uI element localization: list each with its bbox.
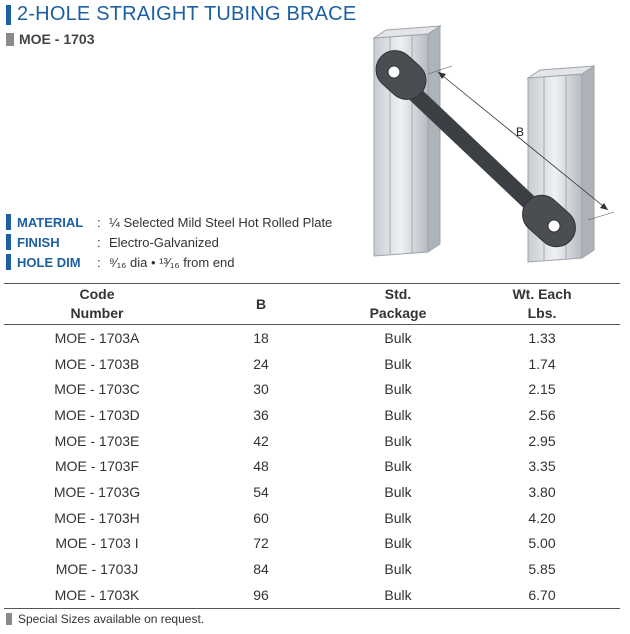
- cell-b: 54: [253, 483, 269, 500]
- subtitle-marker: [6, 33, 14, 46]
- spec-marker: [6, 234, 11, 250]
- cell-code: MOE - 1703E: [54, 432, 140, 449]
- cell-b: 84: [253, 561, 269, 578]
- header-b: B: [190, 284, 332, 325]
- spec-list: [6, 212, 332, 272]
- cell-package: Bulk: [384, 509, 412, 526]
- table-row: [4, 505, 620, 531]
- spec-finish: [6, 232, 332, 252]
- footnote-marker: [6, 613, 12, 625]
- table-row: [4, 402, 620, 428]
- cell-code: MOE - 1703F: [54, 458, 140, 475]
- table-row: [4, 325, 620, 351]
- title-row: [6, 3, 356, 26]
- cell-b: 96: [190, 582, 332, 608]
- cell-weight: 5.00: [528, 535, 556, 552]
- cell-b: 30: [253, 381, 269, 398]
- table-row: [4, 479, 620, 505]
- table-row: [4, 582, 620, 608]
- cell-package: Bulk: [384, 535, 412, 552]
- spec-value: Electro-Galvanized: [109, 234, 219, 250]
- cell-weight: 2.15: [528, 381, 556, 398]
- cell-weight: 1.33: [528, 329, 556, 346]
- spec-material: [6, 212, 332, 232]
- header-package: Std. Package: [332, 284, 464, 325]
- spec-colon: :: [97, 254, 101, 270]
- spec-label: MATERIAL: [17, 214, 84, 230]
- cell-weight: 2.56: [528, 406, 556, 423]
- dimension-label: B: [516, 125, 525, 139]
- cell-code: MOE - 1703J: [55, 561, 139, 578]
- cell-b: 24: [253, 355, 269, 372]
- subtitle-row: [6, 31, 94, 47]
- table-row: [4, 351, 620, 377]
- table-row: [4, 531, 620, 557]
- cell-weight: 4.20: [528, 509, 556, 526]
- page-title: 2-HOLE STRAIGHT TUBING BRACE: [17, 3, 357, 25]
- cell-package: Bulk: [384, 458, 412, 475]
- table-row: [4, 428, 620, 454]
- cell-package: Bulk: [332, 582, 464, 608]
- cell-b: 60: [253, 509, 269, 526]
- header-weight: Wt. Each Lbs.: [464, 284, 620, 325]
- spec-colon: :: [97, 234, 101, 250]
- cell-weight: 6.70: [464, 582, 620, 608]
- cell-package: Bulk: [384, 406, 412, 423]
- cell-package: Bulk: [384, 432, 412, 449]
- cell-package: Bulk: [384, 329, 412, 346]
- cell-weight: 5.85: [528, 561, 556, 578]
- cell-code: MOE - 1703D: [54, 406, 140, 423]
- cell-b: 18: [253, 329, 269, 346]
- product-code: MOE - 1703: [19, 31, 95, 47]
- spec-colon: :: [97, 214, 101, 230]
- footnote-row: [6, 612, 204, 626]
- brace-illustration: [368, 22, 630, 267]
- spec-marker: [6, 254, 11, 270]
- spec-label: FINISH: [17, 234, 60, 250]
- spec-value: [109, 255, 235, 270]
- hole-offset: ¹³⁄₁₆ from end: [159, 254, 235, 270]
- cell-b: 48: [253, 458, 269, 475]
- hole-diameter: ⁹⁄₁₆ dia: [109, 254, 148, 270]
- header-code: Code Number: [4, 284, 190, 325]
- cell-weight: 2.95: [528, 432, 556, 449]
- cell-weight: 3.35: [528, 458, 556, 475]
- bullet-separator: •: [150, 254, 156, 270]
- cell-weight: 1.74: [528, 355, 556, 372]
- table-row: [4, 376, 620, 402]
- cell-weight: 3.80: [528, 483, 556, 500]
- cell-code: MOE - 1703G: [53, 483, 141, 500]
- product-table: [4, 283, 620, 609]
- spec-label: HOLE DIM: [17, 254, 81, 270]
- cell-package: Bulk: [384, 561, 412, 578]
- table-row: [4, 453, 620, 479]
- spec-value: ¼ Selected Mild Steel Hot Rolled Plate: [109, 214, 333, 230]
- cell-package: Bulk: [384, 355, 412, 372]
- spec-hole-dim: [6, 252, 332, 272]
- cell-code: MOE - 1703C: [54, 381, 140, 398]
- cell-b: 42: [253, 432, 269, 449]
- cell-code: MOE - 1703K: [4, 582, 190, 608]
- cell-b: 72: [253, 535, 269, 552]
- cell-package: Bulk: [384, 381, 412, 398]
- table-row: [4, 556, 620, 582]
- cell-code: MOE - 1703A: [54, 329, 140, 346]
- cell-code: MOE - 1703H: [54, 509, 140, 526]
- table-header-row: [4, 284, 620, 325]
- cell-package: Bulk: [384, 483, 412, 500]
- cell-code: MOE - 1703 I: [55, 535, 139, 552]
- cell-code: MOE - 1703B: [54, 355, 140, 372]
- spec-marker: [6, 214, 11, 230]
- footnote: Special Sizes available on request.: [18, 612, 205, 626]
- cell-b: 36: [253, 406, 269, 423]
- title-accent-bar: [6, 5, 11, 25]
